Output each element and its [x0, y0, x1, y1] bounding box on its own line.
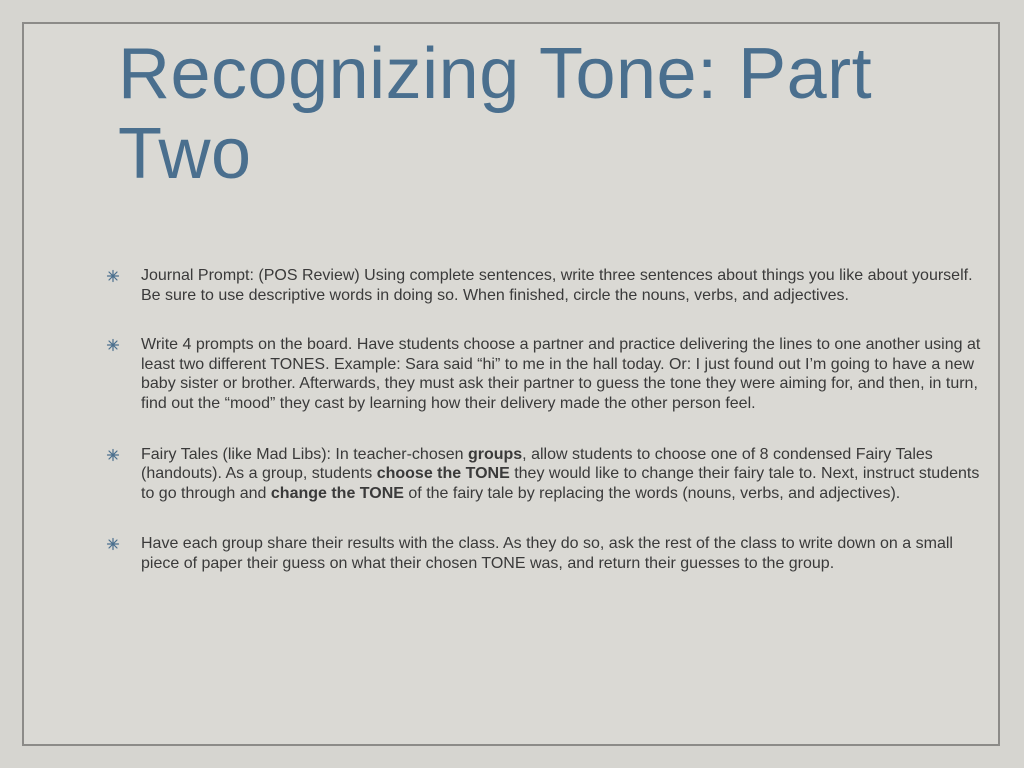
bullet-list: [106, 266, 986, 604]
bullet-text: [141, 267, 973, 304]
asterisk-bullet-icon: [106, 537, 120, 551]
bullet-text: [141, 336, 980, 412]
bullet-text-segment: Journal Prompt: (POS Review) Using complete sentences, write three sentences about things you like about yourself. Be sure to use descriptive words in doing so. When finished, circle the nouns, verbs, and adjectives.: [141, 267, 973, 304]
bullet-text: [141, 535, 953, 572]
bullet-text-bold: change the TONE: [270, 484, 404, 502]
bullet-item: [106, 445, 986, 504]
asterisk-bullet-icon: [106, 338, 120, 352]
bullet-item: [106, 335, 986, 413]
bullet-text-segment: of the fairy tale by replacing the words (nouns, verbs, and adjectives).: [403, 484, 901, 502]
bullet-text-segment: , allow students to choose one of 8 condensed Fairy Tales (handouts). As a group, students: [141, 445, 933, 483]
asterisk-bullet-icon: [106, 269, 120, 283]
bullet-item: [106, 534, 986, 573]
slide-title: Recognizing Tone: Part Two: [118, 34, 873, 194]
bullet-text-segment: Have each group share their results with the class. As they do so, ask the rest of the class to write down on a small piece of paper their guess on what their chosen TONE was, and return their guesses to the group.: [141, 535, 953, 572]
asterisk-bullet-icon: [106, 448, 120, 462]
bullet-text-segment: Write 4 prompts on the board. Have students choose a partner and practice delivering the lines to one another using at least two different TONES. Example: Sara said “hi” to me in the hall today. Or: I just found out I’m going to have a new baby sister or brother. Afterwards, they must ask their partner to guess the tone they were aiming for, and then, in turn, find out the “mood” they cast by learning how their delivery made the other person feel.: [141, 336, 981, 412]
bullet-text-segment: Fairy Tales (like Mad Libs): In teacher-chosen: [141, 445, 468, 463]
bullet-item: [106, 266, 986, 305]
bullet-text-bold: choose the TONE: [376, 465, 510, 483]
bullet-text: [141, 446, 979, 502]
bullet-text-bold: groups: [467, 445, 523, 463]
bullet-text-segment: they would like to change their fairy tale to. Next, instruct students to go through and: [141, 465, 980, 502]
